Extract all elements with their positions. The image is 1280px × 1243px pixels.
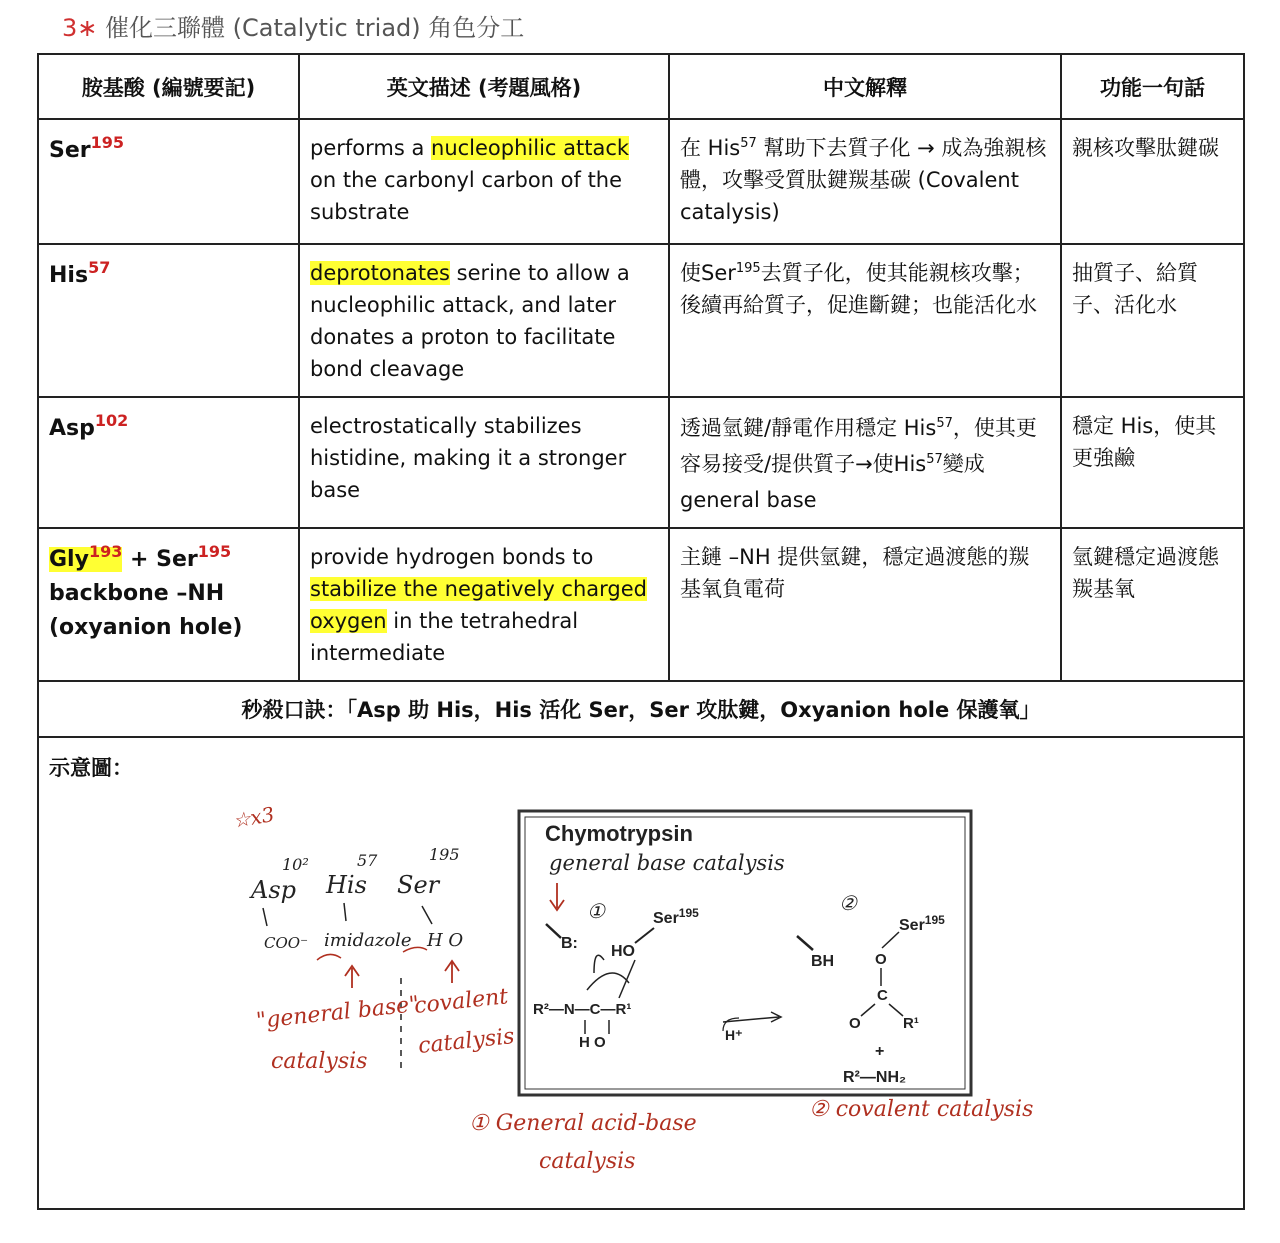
header-chinese: 中文解釋 <box>669 54 1061 119</box>
ho-label: HO <box>611 943 635 960</box>
general-base-note-2: catalysis <box>271 1049 368 1074</box>
o-label: O <box>875 951 887 968</box>
covalent-note-2: catalysis <box>417 1024 516 1059</box>
note-x3: ☆x3 <box>230 802 277 833</box>
asp-num: 10² <box>282 855 309 874</box>
chinese-cell: 使Ser$^{195}$去質子化，使其能親核攻擊；後續再給質子，促進斷鍵；也能活化水 <box>680 261 1037 317</box>
his-num: 57 <box>357 851 378 870</box>
title-text: 催化三聯體 (Catalytic triad) 角色分工 <box>105 14 525 42</box>
highlight: deprotonates <box>310 261 450 285</box>
circle-1: ① <box>587 899 605 923</box>
ser-label: Ser <box>397 871 440 899</box>
function-cell: 抽質子、給質子、活化水 <box>1072 261 1198 317</box>
amino-acid-cell: Asp$^{102}$ <box>49 411 129 441</box>
h-plus: H⁺ <box>725 1027 743 1043</box>
caption-1b: catalysis <box>539 1149 636 1174</box>
table-row <box>38 397 1244 528</box>
circle-2: ② <box>839 891 857 915</box>
c-label: C <box>877 987 888 1004</box>
english-cell: performs a nucleophilic attack on the carbonyl carbon of the substrate <box>310 136 630 224</box>
header-english: 英文描述 (考題風格) <box>299 54 669 119</box>
header-function: 功能一句話 <box>1061 54 1244 119</box>
h-o-label: H O <box>579 1034 606 1051</box>
table-row <box>38 244 1244 397</box>
diagram-row <box>38 737 1244 1209</box>
ser195-right: Ser$^{195}$ <box>899 913 945 934</box>
plus-sign: + <box>875 1043 885 1060</box>
asp-label: Asp <box>251 876 297 904</box>
highlight: nucleophilic attack <box>431 136 630 160</box>
bh-label: BH <box>811 953 835 970</box>
chinese-cell: 透過氫鍵/靜電作用穩定 His$^{57}$，使其更容易接受/提供質子→使His$^{57}$變成general base <box>680 416 1037 512</box>
caption-1a: ① General acid-base <box>469 1111 697 1136</box>
motto-row <box>38 681 1244 737</box>
box-subtitle: general base catalysis <box>549 851 785 875</box>
diagram-svg <box>39 738 1241 1208</box>
his-label: His <box>326 871 367 899</box>
r2-n-chain: R²—N—C—R¹ <box>533 1001 632 1018</box>
general-base-note-1: "general base" <box>255 991 421 1034</box>
r1-label: R¹ <box>903 1015 919 1032</box>
header-amino-acid: 胺基酸 (編號要記) <box>38 54 299 119</box>
amino-acid-cell: Gly$^{193}$ + Ser$^{195}$ backbone –NH (oxyanion hole) <box>49 542 243 640</box>
table-header-row <box>38 54 1244 119</box>
r2nh2-label: R²—NH₂ <box>843 1069 907 1086</box>
caption-2: ② covalent catalysis <box>809 1097 1034 1122</box>
chinese-cell: 主鏈 –NH 提供氫鍵，穩定過渡態的羰基氧負電荷 <box>680 545 1030 601</box>
coo-label: COO⁻ <box>264 934 308 952</box>
diagram-label: 示意圖： <box>49 756 133 780</box>
page-title <box>62 8 524 43</box>
b-label: B: <box>561 935 578 952</box>
function-cell: 穩定 His，使其更強鹼 <box>1072 414 1217 470</box>
table-row <box>38 119 1244 244</box>
covalent-note-1: covalent <box>413 984 510 1019</box>
ho-hand-label: H O <box>427 930 464 951</box>
ser195-left: Ser$^{195}$ <box>653 906 699 927</box>
catalytic-triad-table <box>37 53 1245 1210</box>
imidazole-label: imidazole <box>324 930 412 951</box>
table-row <box>38 528 1244 681</box>
amino-acid-cell: Ser$^{195}$ <box>49 133 125 163</box>
ser-num: 195 <box>429 845 460 864</box>
english-cell: deprotonates serine to allow a nucleophilic attack, and later donates a proton to facilitate bond cleavage <box>310 261 630 381</box>
function-cell: 氫鍵穩定過渡態羰基氧 <box>1072 545 1219 601</box>
english-cell: electrostatically stabilizes histidine, making it a stronger base <box>310 414 627 502</box>
highlight: stabilize the negatively charged oxygen <box>310 577 647 633</box>
amino-acid-cell: His$^{57}$ <box>49 258 111 288</box>
motto: 秒殺口訣：「Asp 助 His，His 活化 Ser，Ser 攻肽鍵，Oxyanion hole 保護氧」 <box>38 681 1244 737</box>
title-number: 3∗ <box>62 14 98 42</box>
box-title: Chymotrypsin <box>545 821 693 846</box>
function-cell: 親核攻擊肽鍵碳 <box>1072 136 1219 160</box>
o2-label: O <box>849 1015 861 1032</box>
chinese-cell: 在 His$^{57}$ 幫助下去質子化 → 成為強親核體，攻擊受質肽鍵羰基碳 (Covalent catalysis) <box>680 136 1047 224</box>
english-cell: provide hydrogen bonds to stabilize the negatively charged oxygen in the tetrahedral intermediate <box>310 545 647 665</box>
